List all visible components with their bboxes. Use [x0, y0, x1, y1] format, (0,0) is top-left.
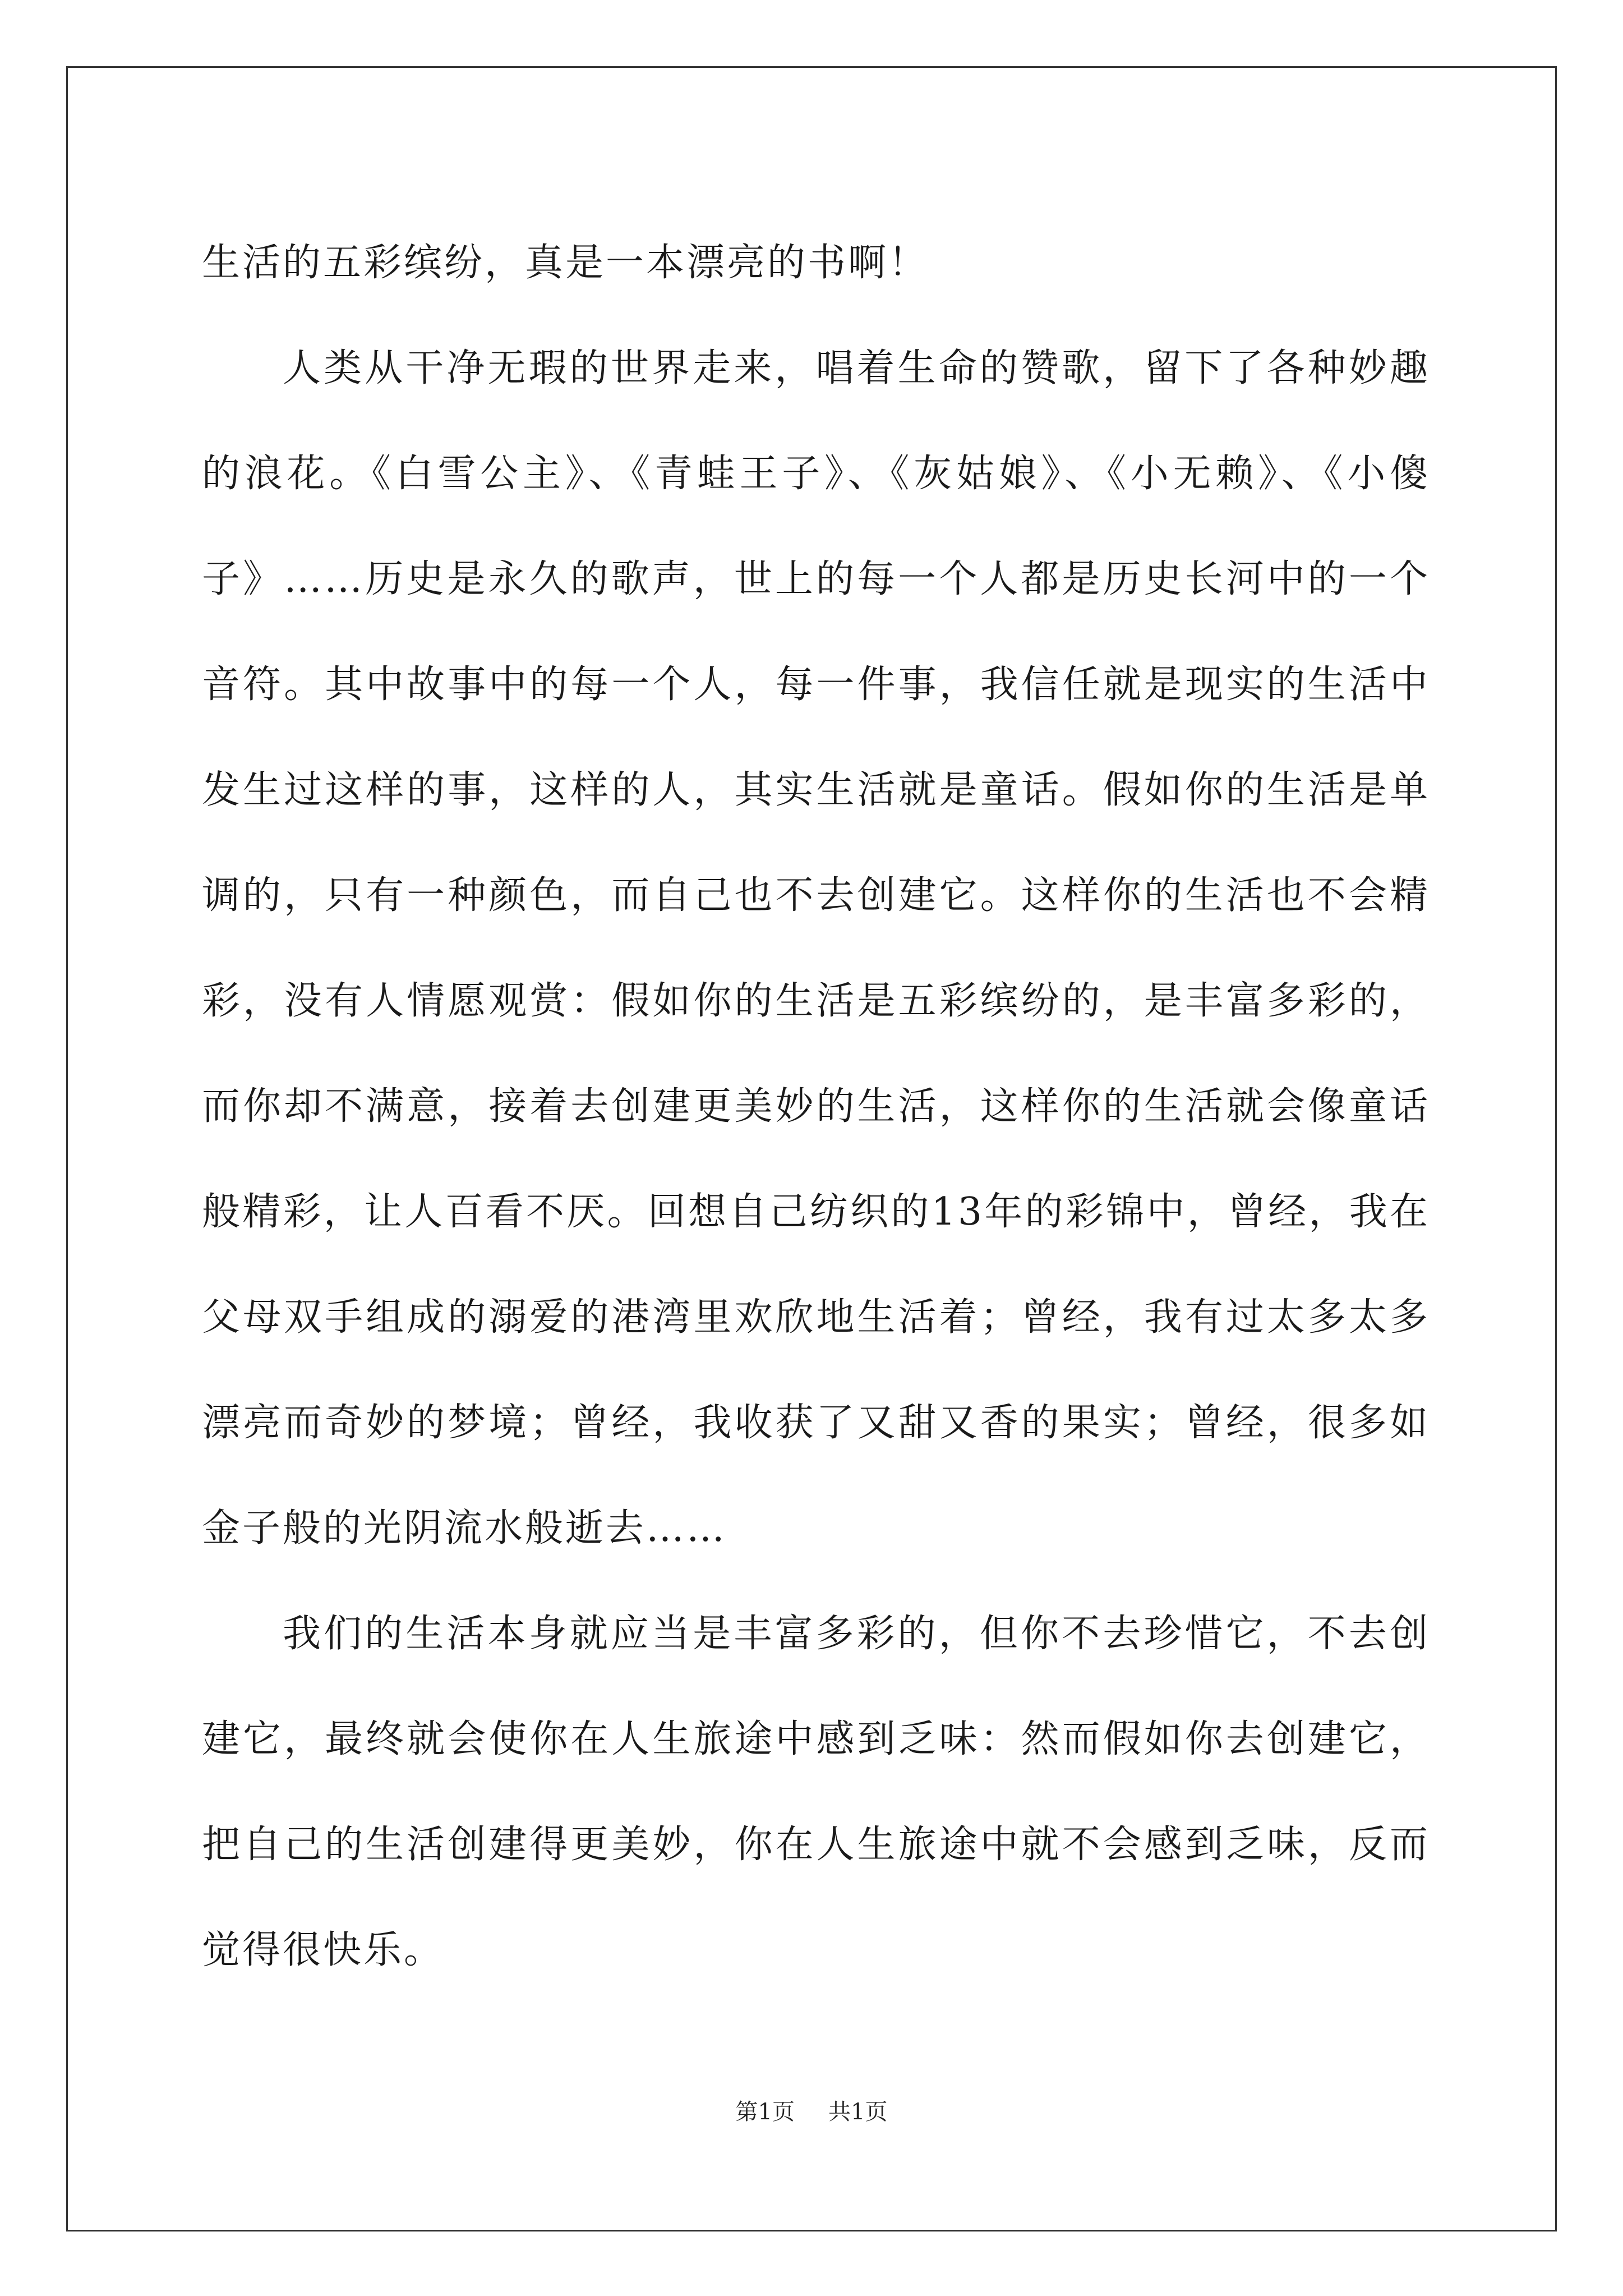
page-number-total: 共1页: [828, 2099, 888, 2125]
paragraph-3: 我们的生活本身就应当是丰富多彩的，但你不去珍惜它，不去创建它，最终就会使你在人生旅途中感到乏味：然而假如你去创建它，把自己的生活创建得更美妙，你在人生旅途中就不会感到乏味，反而觉得很快乐。: [202, 1612, 1430, 1972]
page-number-current: 第1页: [735, 2099, 795, 2125]
paragraph-1: 生活的五彩缤纷，真是一本漂亮的书啊！: [202, 241, 929, 285]
page-footer: [0, 2095, 1623, 2129]
document-body: [202, 210, 1430, 2003]
paragraph-2: 人类从干净无瑕的世界走来，唱着生命的赞歌，留下了各种妙趣的浪花。《白雪公主》、《青蛙王子》、《灰姑娘》、《小无赖》、《小傻子》……历史是永久的歌声，世上的每一个人都是历史长河中的一个音符。其中故事中的每一个人，每一件事，我信任就是现实的生活中发生过这样的事，这样的人，其实生活就是童话。假如你的生活是单调的，只有一种颜色，而自己也不去创建它。这样你的生活也不会精彩，没有人情愿观赏：假如你的生活是五彩缤纷的，是丰富多彩的，而你却不满意，接着去创建更美妙的生活，这样你的生活就会像童话般精彩，让人百看不厌。回想自己纺织的13年的彩锦中，曾经，我在父母双手组成的溺爱的港湾里欢欣地生活着；曾经，我有过太多太多漂亮而奇妙的梦境；曾经，我收获了又甜又香的果实；曾经，很多如金子般的光阴流水般逝去……: [202, 346, 1430, 1550]
